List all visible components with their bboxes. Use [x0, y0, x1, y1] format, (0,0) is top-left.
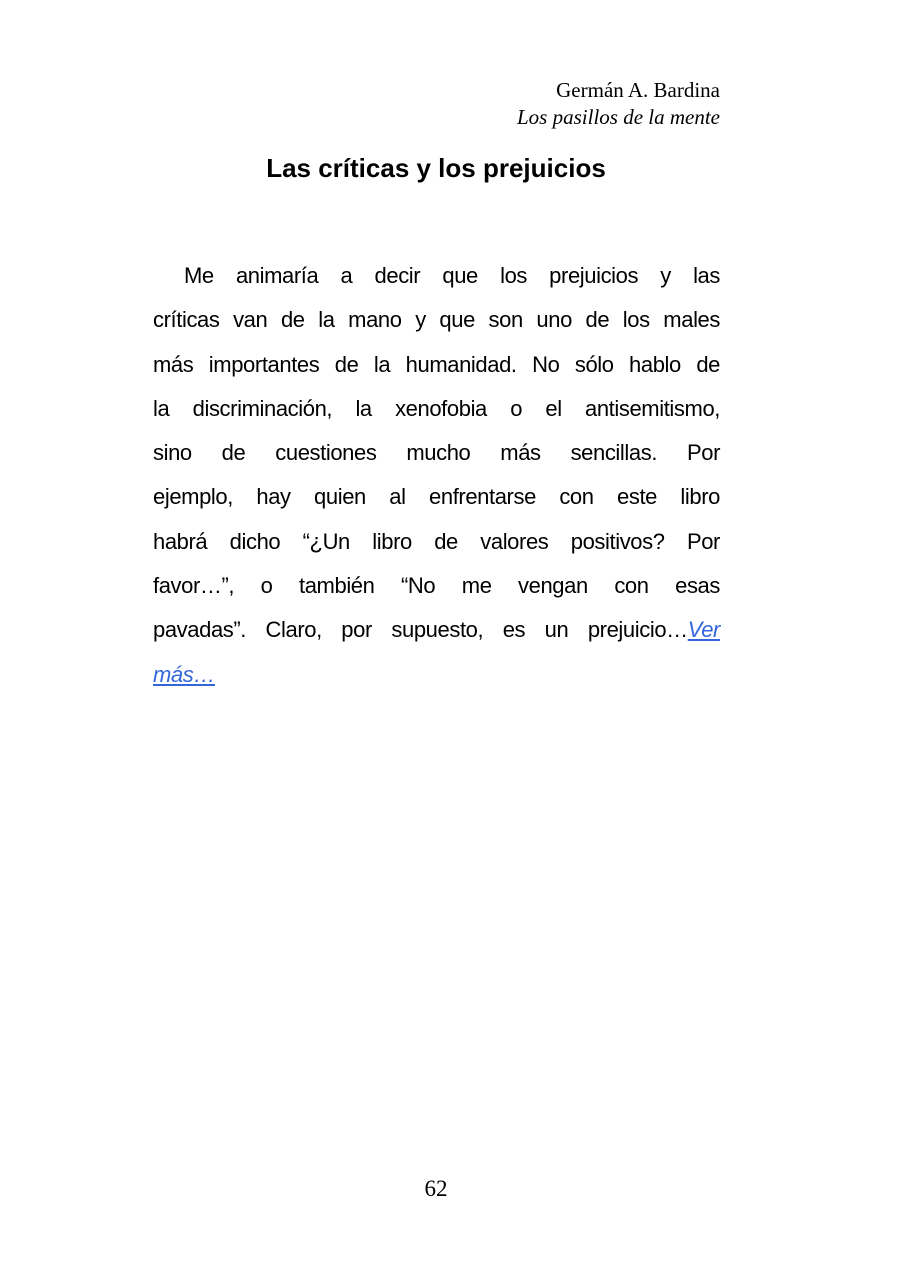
header-author: Germán A. Bardina — [556, 78, 720, 102]
page-number: 62 — [424, 1176, 448, 1201]
text-line: la discriminación, la xenofobia o el antisemitismo, — [153, 395, 720, 421]
ver-mas-link[interactable]: Ver — [687, 617, 720, 643]
text-line — [153, 608, 720, 652]
text-line: ejemplo, hay quien al enfrentarse con este libro — [153, 484, 720, 510]
body-paragraph — [153, 254, 720, 697]
chapter-title: Las críticas y los prejuicios — [266, 153, 606, 183]
text-line: sino de cuestiones mucho más sencillas. Por — [153, 440, 720, 466]
text-line: habrá dicho “¿Un libro de valores positivos? Por — [153, 528, 720, 554]
text-line: críticas van de la mano y que son uno de los males — [153, 307, 720, 333]
text-line: favor…”, o también “No me vengan con esas — [153, 573, 720, 599]
header-book-title: Los pasillos de la mente — [517, 105, 720, 129]
text-line: más importantes de la humanidad. No sólo hablo de — [153, 351, 720, 377]
text-line-content: pavadas”. Claro, por supuesto, es un prejuicio… — [153, 617, 688, 643]
text-line — [153, 653, 720, 697]
ver-mas-link-continued[interactable]: más… — [153, 661, 215, 687]
text-line: Me animaría a decir que los prejuicios y las — [184, 263, 720, 288]
